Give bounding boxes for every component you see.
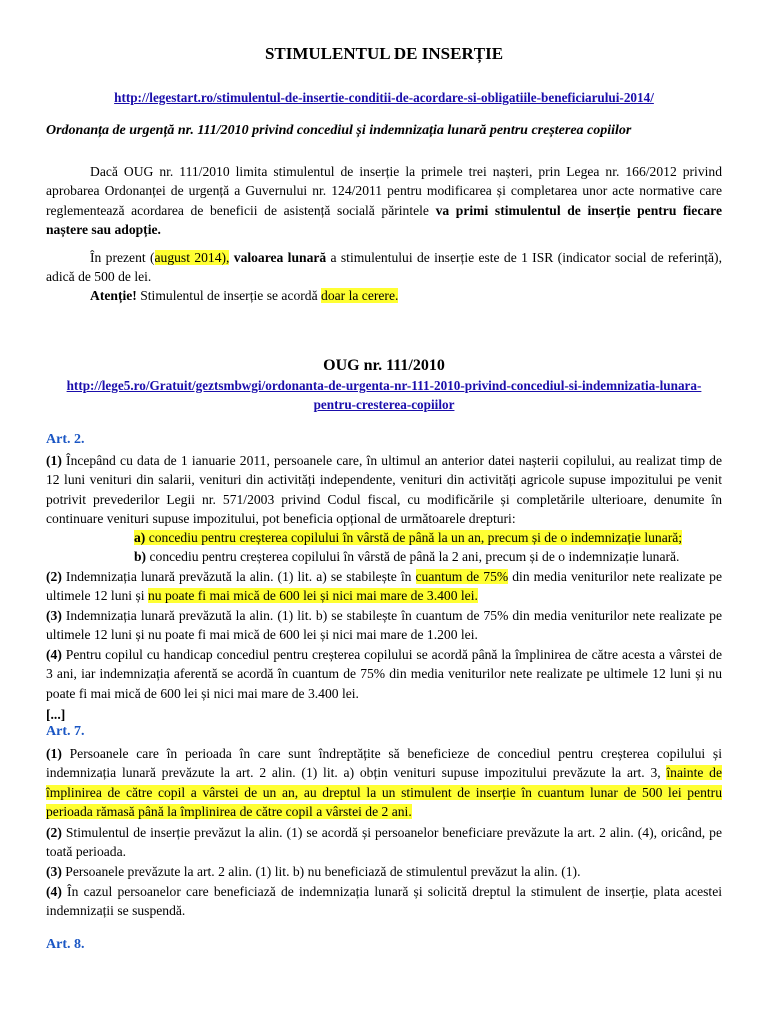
intro-text: Dacă OUG nr. 111/2010 limita stimulentul de inserție la primele trei nașteri, prin Legea nr. 166/2012 privind aprobarea Ordonanței de urgență a Guvernului nr. 124/2011 pentru modificarea și completarea unor acte normative care reglementează acordarea de beneficii de asistență socială părintele — [46, 164, 722, 218]
art7-para-1 — [46, 744, 722, 822]
art2-a-num: a) — [134, 530, 146, 545]
art7-num-3: (3) — [46, 864, 62, 879]
article-2-label: Art. 2. — [46, 432, 85, 447]
art7-text-3: Persoanele prevăzute la art. 2 alin. (1) lit. b) nu beneficiază de stimulentul prevăzut la alin. (1). — [61, 864, 581, 879]
art2-text-3: Indemnizația lunară prevăzută la alin. (1) lit. b) se stabilește în cuantum de 75% din media veniturilor nete realizate pe ultimele 12 luni și nu poate fi mai mică de 600 lei și nici mai mare de 1.200 lei. — [46, 608, 722, 643]
art7-highlight: înainte de împlinirea de către copil a vârstei de un an, au dreptul la un stimulent de inserție în cuantum lunar de 500 lei pentru perioada rămasă până la împlinirea de către copil a vârstei de 2 ani. — [46, 765, 722, 820]
art2-text-1: Începând cu data de 1 ianuarie 2011, persoanele care, în ultimul an anterior datei nașterii copilului, au realizat timp de 12 luni venituri din salarii, venituri din activități independente, venituri din activități agricole supuse impozitului pe venit potrivit prevederilor Legii nr. 571/2003 privind Codul fiscal, cu modificările și completările ulterioare, denumite în continuare venituri supuse impozitului, pot beneficia opțional de următoarele drepturi: — [46, 453, 722, 527]
article-8-label: Art. 8. — [46, 937, 85, 952]
intro-bold: va primi stimulentul de inserție pentru fiecare naștere sau adopție. — [46, 202, 722, 238]
art2-num-1: (1) — [46, 453, 62, 468]
art2-num-2: (2) — [46, 569, 62, 584]
value-text-c: a stimulentului de inserție este de 1 ISR (indicator social de referință), adică de 500 de lei. — [46, 250, 722, 285]
art7-para-2 — [46, 823, 722, 862]
art2-para-3 — [46, 606, 722, 645]
article-7-label: Art. 7. — [46, 724, 85, 739]
art2-hl-limits: nu poate fi mai mică de 600 lei și nici mai mare de 3.400 lei. — [147, 588, 478, 604]
attention-text: Stimulentul de inserție se acordă — [136, 288, 322, 303]
ellipsis — [46, 705, 722, 724]
source-link-2[interactable] — [60, 376, 708, 414]
art7-text-2: Stimulentul de inserție prevăzut la alin. (1) se acordă și persoanelor beneficiare prevăzute la art. 2 alin. (4), oricând, pe toată perioada. — [46, 825, 722, 860]
attention-highlight: doar la cerere. — [321, 288, 399, 303]
art7-text-4: În cazul persoanelor care beneficiază de indemnizația lunară și solicită dreptul la stimulent de inserție, plata acestei indemnizații se suspendă. — [46, 884, 722, 919]
art2-para-4 — [46, 645, 722, 703]
attention-label: Atenție! — [90, 288, 137, 303]
art2-hl-75: cuantum de 75% — [415, 569, 509, 584]
art2-text-4: Pentru copilul cu handicap concediul pentru creșterea copilului se acordă până la împlinirea de către acesta a vârstei de 3 ani, iar indemnizația aferentă se acordă în cuantum de 75% din media veniturilor nete realizate pe ultimele 12 luni și nu poate fi mai mică de 600 lei și nici mai mare de 3.400 lei. — [46, 647, 722, 701]
art2-letter-a — [134, 528, 734, 547]
source-link-1[interactable] — [0, 90, 768, 106]
art2-para-2 — [46, 567, 722, 606]
art2-b-text: concediu pentru creșterea copilului în vârstă de până la 2 ani, precum și de o indemnizație lunară. — [146, 549, 680, 564]
art2-para-1 — [46, 451, 722, 529]
art7-para-3 — [46, 862, 722, 881]
art7-num-1: (1) — [46, 746, 62, 761]
oug-title: OUG nr. 111/2010 — [323, 357, 445, 374]
attention-paragraph — [46, 286, 722, 305]
value-text-a: În prezent ( — [90, 250, 155, 265]
art7-para-4 — [46, 882, 722, 921]
art2-num-3: (3) — [46, 608, 62, 623]
source-link-2-text[interactable]: http://lege5.ro/Gratuit/geztsmbwgi/ordonanta-de-urgenta-nr-111-2010-privind-concediul-si-indemnizatia-lunara-pentru-cresterea-copiilor — [66, 378, 702, 412]
date-highlight: august 2014), — [154, 250, 230, 265]
ellipsis-text: [...] — [46, 707, 66, 722]
ordinance-heading: Ordonanța de urgență nr. 111/2010 privind concediul și indemnizația lunară pentru creșterea copiilor — [46, 123, 632, 138]
source-link-1-text[interactable]: http://legestart.ro/stimulentul-de-insertie-conditii-de-acordare-si-obligatiile-beneficiarului-2014/ — [114, 90, 654, 105]
value-paragraph — [46, 248, 722, 287]
art7-num-4: (4) — [46, 884, 62, 899]
art7-num-2: (2) — [46, 825, 62, 840]
art2-num-4: (4) — [46, 647, 62, 662]
art2-b-num: b) — [134, 549, 147, 564]
document-title: STIMULENTUL DE INSERȚIE — [264, 44, 504, 63]
art7-text-1: Persoanele care în perioada în care sunt îndreptățite să beneficieze de concediul pentru creșterea copilului și indemnizația lunară prevăzute la art. 2 alin. (1) lit. a) obțin venituri supuse impozitului prevăzute la art. 3, — [46, 746, 722, 781]
art2-text-2b: din media veniturilor nete realizate pe ultimele 12 luni și — [46, 569, 722, 604]
art2-text-2a: Indemnizația lunară prevăzută la alin. (1) lit. a) se stabilește în — [61, 569, 416, 584]
art2-letter-b — [134, 547, 734, 566]
art2-a-text: concediu pentru creșterea copilului în vârstă de până la un an, precum și de o indemnizație lunară; — [145, 530, 683, 545]
value-bold: valoarea lunară — [233, 250, 327, 265]
art2-letter-a-highlight — [134, 530, 682, 545]
intro-paragraph — [46, 162, 722, 240]
